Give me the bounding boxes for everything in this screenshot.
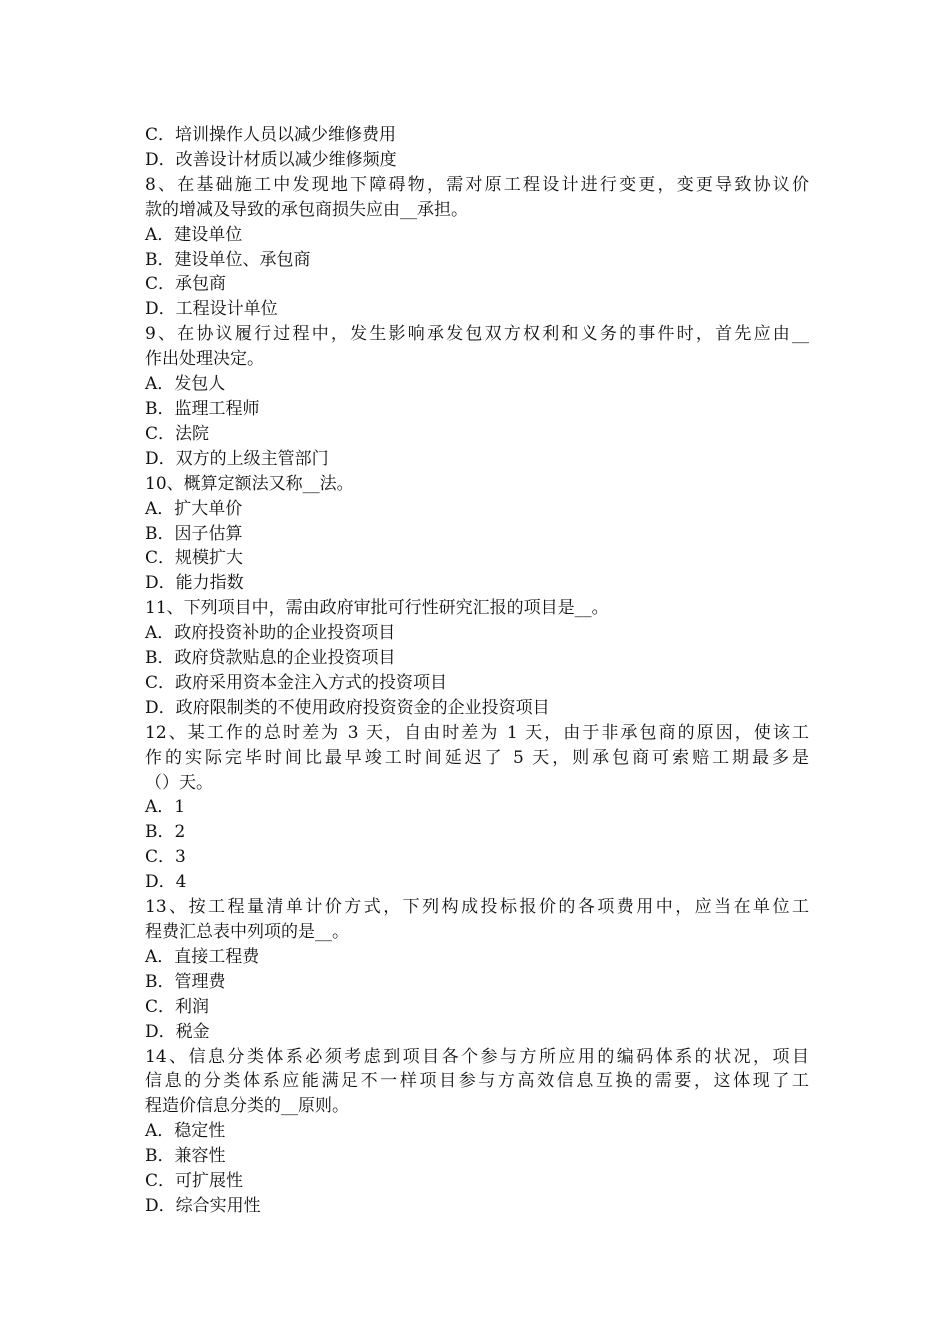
text-line: D．改善设计材质以减少维修频度 [145,149,397,170]
text-line: A．稳定性 [145,1121,226,1142]
text-line: B．政府贷款贴息的企业投资项目 [145,648,396,669]
text-line: （）天。 [145,772,213,793]
text-line: D．双方的上级主管部门 [145,448,329,469]
text-line: C．3 [145,847,186,868]
text-line: C．可扩展性 [145,1171,244,1192]
text-line: 13、按工程量清单计价方式，下列构成投标报价的各项费用中，应当在单位工 [145,897,809,918]
text-line: B．兼容性 [145,1146,226,1167]
text-line: C．培训操作人员以减少维修费用 [145,125,397,145]
text-line: A．发包人 [145,374,226,395]
text-line: 作的实际完毕时间比最早竣工时间延迟了 5 天，则承包商可索赔工期最多是 [145,747,809,768]
text-line: 款的增减及导致的承包商损失应由__承担。 [145,199,468,220]
text-line: D．能力指数 [145,573,244,594]
text-line: 程造价信息分类的__原则。 [145,1096,349,1117]
text-line: 信息的分类体系应能满足不一样项目参与方高效信息互换的需要，这体现了工 [145,1071,809,1092]
text-line: B．监理工程师 [145,398,260,419]
text-line: 9、在协议履行过程中，发生影响承发包双方权利和义务的事件时，首先应由__ [145,324,809,345]
text-line: 8、在基础施工中发现地下障碍物，需对原工程设计进行变更，变更导致协议价 [145,174,809,195]
text-line: D．税金 [145,1021,210,1042]
text-line: C．利润 [145,996,210,1017]
text-line: C．政府采用资本金注入方式的投资项目 [145,672,448,693]
text-line: D．综合实用性 [145,1195,261,1216]
text-line: A．扩大单价 [145,498,243,519]
text-line: A．直接工程费 [145,946,260,967]
text-line: B．因子估算 [145,523,243,544]
text-line: 作出处理决定。 [145,349,264,370]
text-line: 14、信息分类体系必须考虑到项目各个参与方所应用的编码体系的状况，项目 [145,1046,809,1067]
document-body [145,123,809,1219]
text-line: D．政府限制类的不使用政府投资资金的企业投资项目 [145,697,550,718]
text-line: 程费汇总表中列项的是__。 [145,922,349,942]
text-line: 11、下列项目中，需由政府审批可行性研究汇报的项目是__。 [145,598,609,619]
text-line: A．1 [145,797,186,818]
text-line: B．管理费 [145,971,226,992]
text-line: C．承包商 [145,274,227,295]
text-line: C．法院 [145,423,210,444]
text-line: 10、概算定额法又称__法。 [145,473,354,494]
text-line: B．2 [145,822,186,843]
text-line: D．4 [145,872,187,893]
text-line: D．工程设计单位 [145,299,278,320]
text-line: A．政府投资补助的企业投资项目 [145,623,396,644]
text-line: B．建设单位、承包商 [145,249,311,270]
text-line: 12、某工作的总时差为 3 天，自由时差为 1 天，由于非承包商的原因，使该工 [145,722,809,743]
text-line: C．规模扩大 [145,548,244,569]
text-line: A．建设单位 [145,224,243,245]
